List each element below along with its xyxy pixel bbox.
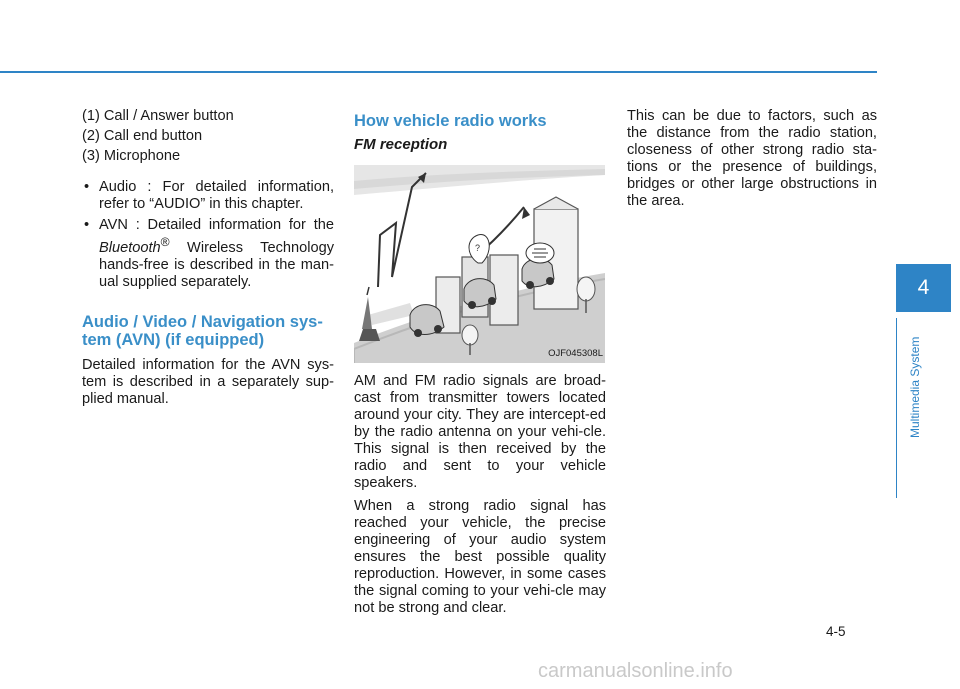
list-item-call-answer: (1) Call / Answer button xyxy=(82,108,234,124)
list-item-microphone: (3) Microphone xyxy=(82,148,181,164)
radio-heading: How vehicle radio works xyxy=(354,112,547,130)
bluetooth-word: Bluetooth xyxy=(99,239,161,256)
top-rule xyxy=(0,71,877,73)
clear-signal-icon xyxy=(526,243,554,263)
radio-para-2: When a strong radio signal has reached your vehicle, the precise engineering of your audio system ensures the best possible quality reproduction. However, in some cases the signal coming to your vehi-cle may not be strong and clear. xyxy=(354,498,606,616)
chapter-label: Multimedia System xyxy=(908,336,922,438)
column-right xyxy=(627,108,877,210)
side-rule xyxy=(896,318,897,498)
fm-subheading: FM reception xyxy=(354,136,448,153)
chapter-tab: 4 xyxy=(896,264,951,312)
list-item-call-end: (2) Call end button xyxy=(82,128,203,144)
registered-mark: ® xyxy=(160,235,170,249)
watermark: carmanualsonline.info xyxy=(538,660,733,682)
car-icon xyxy=(464,279,496,309)
factors-para: This can be due to factors, such as the distance from the radio station, closeness of other strong radio sta-tions or the presence of buildings, bridges or other large obstructions in the area. xyxy=(627,108,877,209)
column-middle xyxy=(354,112,606,617)
avn-heading: Audio / Video / Navigation sys-tem (AVN) (if equipped) xyxy=(82,312,323,349)
fm-reception-drawing xyxy=(354,165,605,363)
figure-caption: OJF045308L xyxy=(548,348,603,359)
page-number: 4-5 xyxy=(826,624,846,639)
radio-para-1: AM and FM radio signals are broad-cast from transmitter towers located around your city. They are intercept-ed by the radio antenna on your vehi-cle. This signal is then received by the radio and sent to your vehicle speakers. xyxy=(354,373,606,491)
car-icon xyxy=(410,305,444,337)
bullet-avn-lead: AVN : Detailed information for the xyxy=(99,217,334,233)
svg-text:?: ? xyxy=(475,243,481,253)
bullet-avn-rest: Wireless Technology hands-free is described in the man-ual supplied separately. xyxy=(99,239,334,290)
avn-body: Detailed information for the AVN sys-tem is described in a separately sup-plied manual. xyxy=(82,356,334,407)
fm-reception-illustration xyxy=(354,165,605,363)
bullet-audio: • Audio : For detailed information, refer to “AUDIO” in this chapter. xyxy=(82,179,334,213)
column-left xyxy=(82,108,334,408)
bullet-avn xyxy=(82,217,334,291)
